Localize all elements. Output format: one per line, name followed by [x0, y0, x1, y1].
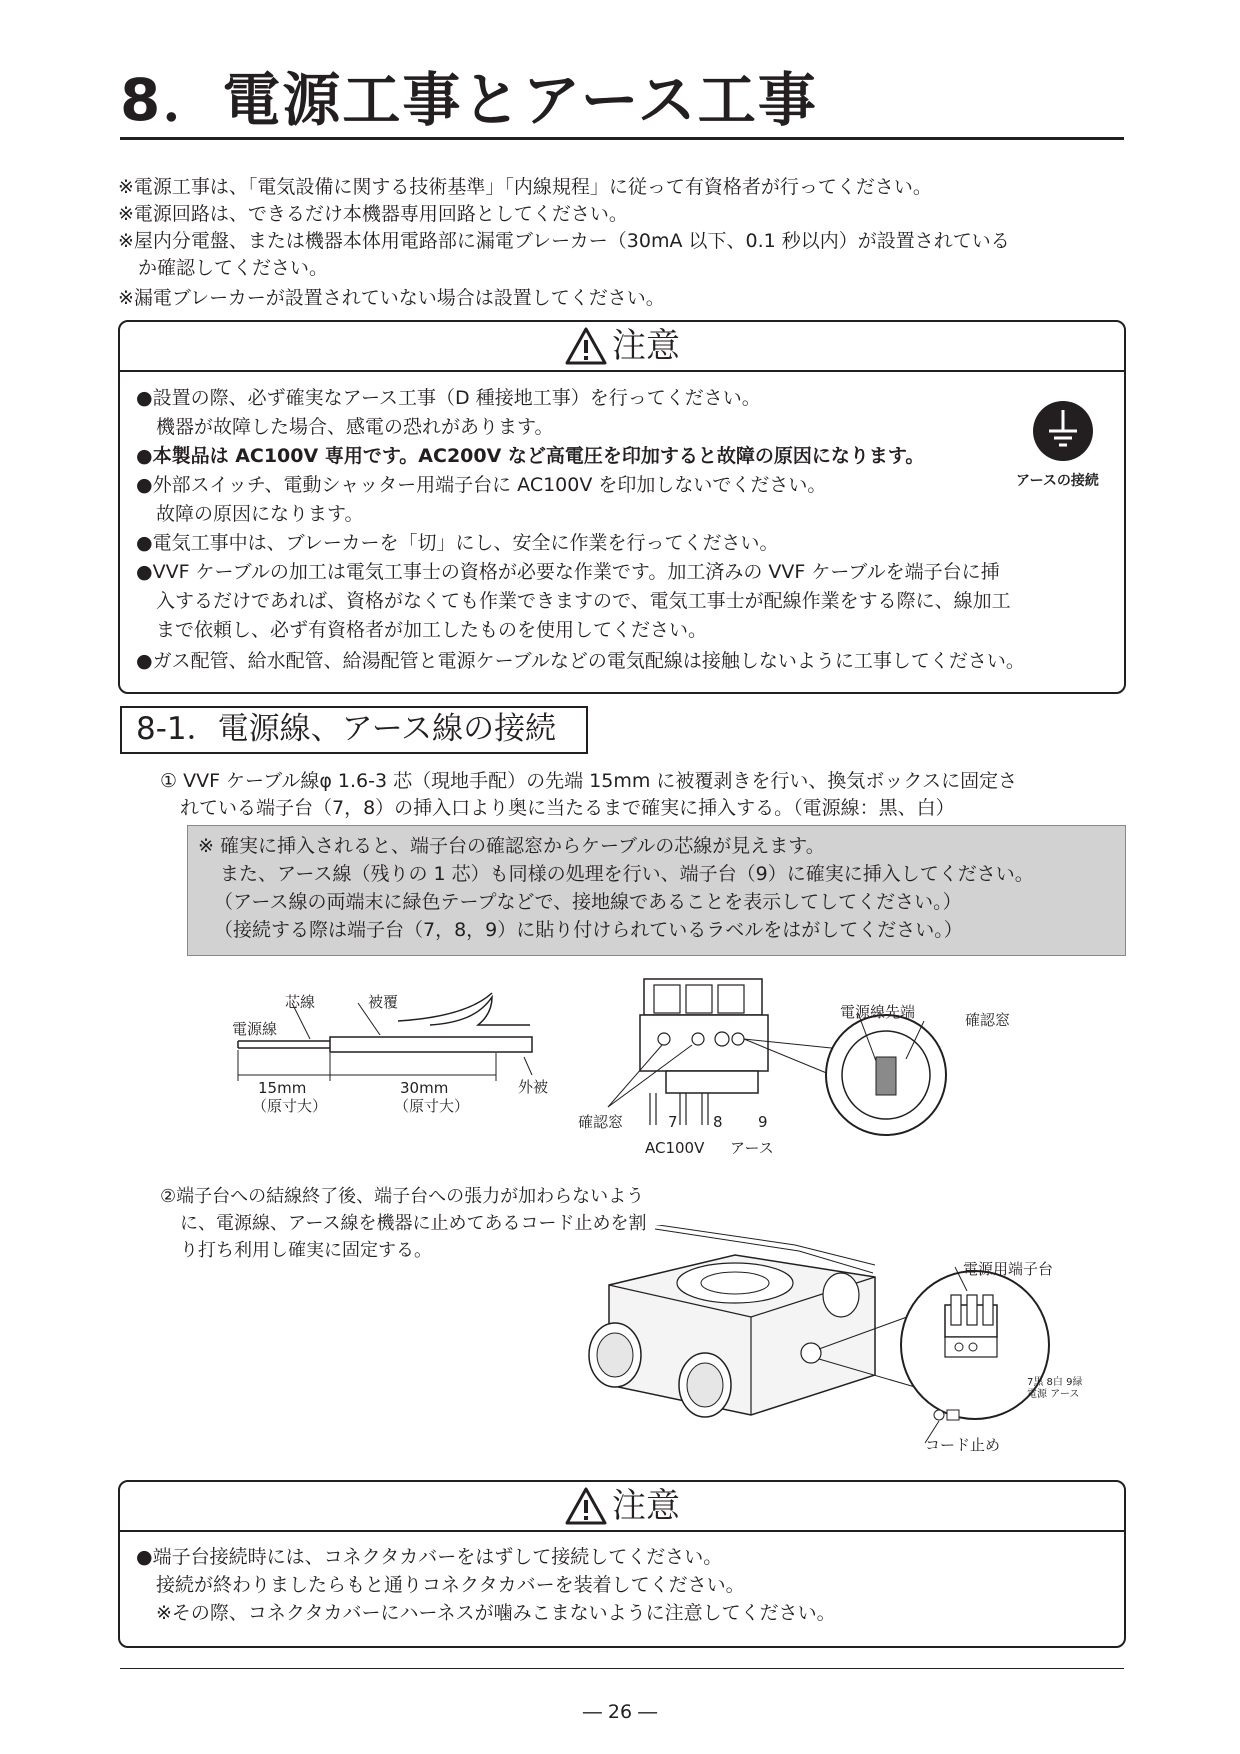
note-line: か確認してください。	[138, 257, 329, 279]
caution2-line: ●端子台接続時には、コネクタカバーをはずして接続してください。	[136, 1546, 723, 1568]
check-window-label: 確認窓	[578, 1113, 624, 1131]
caution-line: 機器が故障した場合、感電の恐れがあります。	[156, 416, 554, 438]
note-line: ※電源回路は、できるだけ本機器専用回路としてください。	[118, 203, 628, 225]
earth-label: アース	[730, 1139, 774, 1157]
gray-note-line: （接続する際は端子台（7，8，9）に貼り付けられているラベルをはがしてください。）	[214, 919, 963, 941]
section-title: 8-1．電源線、アース線の接続	[136, 711, 557, 747]
caution-heading: 注意	[612, 326, 680, 366]
gray-note-line: （アース線の両端末に緑色テープなどで、接地線であることを表示してしてください。）	[214, 891, 962, 913]
title-rule	[120, 137, 1124, 140]
check-window-label-2: 確認窓	[965, 1011, 1011, 1029]
core-label: 芯線	[285, 993, 316, 1011]
terminal-9: 9	[758, 1113, 768, 1131]
terminal-mini-label-1: 7黒 8白 9緑	[1027, 1377, 1083, 1388]
caution-line: ●本製品は AC100V 専用です。AC200V など高電圧を印加すると故障の原因になります。	[136, 445, 925, 467]
caution-line: ●VVF ケーブルの加工は電気工事士の資格が必要な作業です。加工済みの VVF ケーブルを端子台に挿	[136, 561, 1000, 583]
gray-note-line: また、アース線（残りの 1 芯）も同様の処理を行い、端子台（9）に確実に挿入してください。	[220, 863, 1034, 885]
caution-header-2	[120, 1482, 1124, 1532]
caution-line: ●ガス配管、給水配管、給湯配管と電源ケーブルなどの電気配線は接触しないように工事してください。	[136, 650, 1025, 672]
outer-label: 外被	[518, 1078, 549, 1096]
caution2-line: 接続が終わりましたらもと通りコネクタカバーを装着してください。	[156, 1574, 745, 1596]
step2-line: に、電源線、アース線を機器に止めてあるコード止めを割	[180, 1213, 647, 1234]
caution-box-2	[118, 1480, 1126, 1648]
step1-line: れている端子台（7，8）の挿入口より奥に当たるまで確実に挿入する。（電源線：黒、白）	[180, 797, 955, 819]
note-line: ※電源工事は、「電気設備に関する技術基準」「内線規程」に従って有資格者が行ってください。	[118, 176, 932, 198]
len1-label: 15mm	[258, 1079, 307, 1097]
warning-icon	[564, 326, 608, 366]
step1-line: ① VVF ケーブル線φ 1.6-3 芯（現地手配）の先端 15mm に被覆剥きを行い、換気ボックスに固定さ	[160, 770, 1018, 792]
caution2-line: ※その際、コネクタカバーにハーネスが噛みこまないように注意してください。	[156, 1602, 836, 1624]
terminal-mini-label-2: 電源 アース	[1027, 1389, 1080, 1400]
caution-line: まで依頼し、必ず有資格者が加工したものを使用してください。	[156, 619, 708, 641]
len2-note: （原寸大）	[394, 1097, 470, 1115]
caution-header	[120, 322, 1124, 372]
caution-line: ●外部スイッチ、電動シャッター用端子台に AC100V を印加しないでください。	[136, 474, 827, 496]
caution-line: 入するだけであれば、資格がなくても作業できますので、電気工事士が配線作業をする際に、線加工	[156, 590, 1011, 612]
sheath-label: 被覆	[368, 993, 399, 1011]
ac-label: AC100V	[645, 1139, 705, 1157]
terminal-8: 8	[713, 1113, 723, 1131]
ground-label: アースの接続	[1016, 473, 1099, 489]
page-title: 8．電源工事とアース工事	[120, 66, 818, 134]
cord-stop-label: コード止め	[925, 1436, 1001, 1454]
note-line: ※漏電ブレーカーが設置されていない場合は設置してください。	[118, 287, 665, 309]
page-number: ― 26 ―	[582, 1701, 658, 1723]
caution-box	[118, 320, 1126, 694]
caution-heading-2: 注意	[612, 1486, 680, 1526]
step2-line: り打ち利用し確実に固定する。	[180, 1240, 432, 1261]
footer-rule	[120, 1668, 1124, 1669]
terminal-block-label: 電源用端子台	[963, 1260, 1054, 1278]
len2-label: 30mm	[400, 1079, 449, 1097]
caution-line: ●設置の際、必ず確実なアース工事（D 種接地工事）を行ってください。	[136, 387, 761, 409]
power-line-label: 電源線	[232, 1020, 278, 1038]
step2-line: ②端子台への結線終了後、端子台への張力が加わらないよう	[160, 1186, 645, 1207]
ground-icon	[1032, 400, 1094, 462]
terminal-7: 7	[668, 1113, 678, 1131]
caution-line: 故障の原因になります。	[156, 503, 364, 525]
note-line: ※屋内分電盤、または機器本体用電路部に漏電ブレーカー（30mA 以下、0.1 秒以内）が設置されている	[118, 230, 1010, 252]
warning-icon	[564, 1486, 608, 1526]
gray-note-line: ※ 確実に挿入されると、端子台の確認窓からケーブルの芯線が見えます。	[198, 835, 825, 857]
caution-line: ●電気工事中は、ブレーカーを「切」にし、安全に作業を行ってください。	[136, 532, 779, 554]
terminal-diagram	[580, 975, 1000, 1155]
len1-note: （原寸大）	[252, 1097, 328, 1115]
wire-tip-label: 電源線先端	[840, 1003, 916, 1021]
